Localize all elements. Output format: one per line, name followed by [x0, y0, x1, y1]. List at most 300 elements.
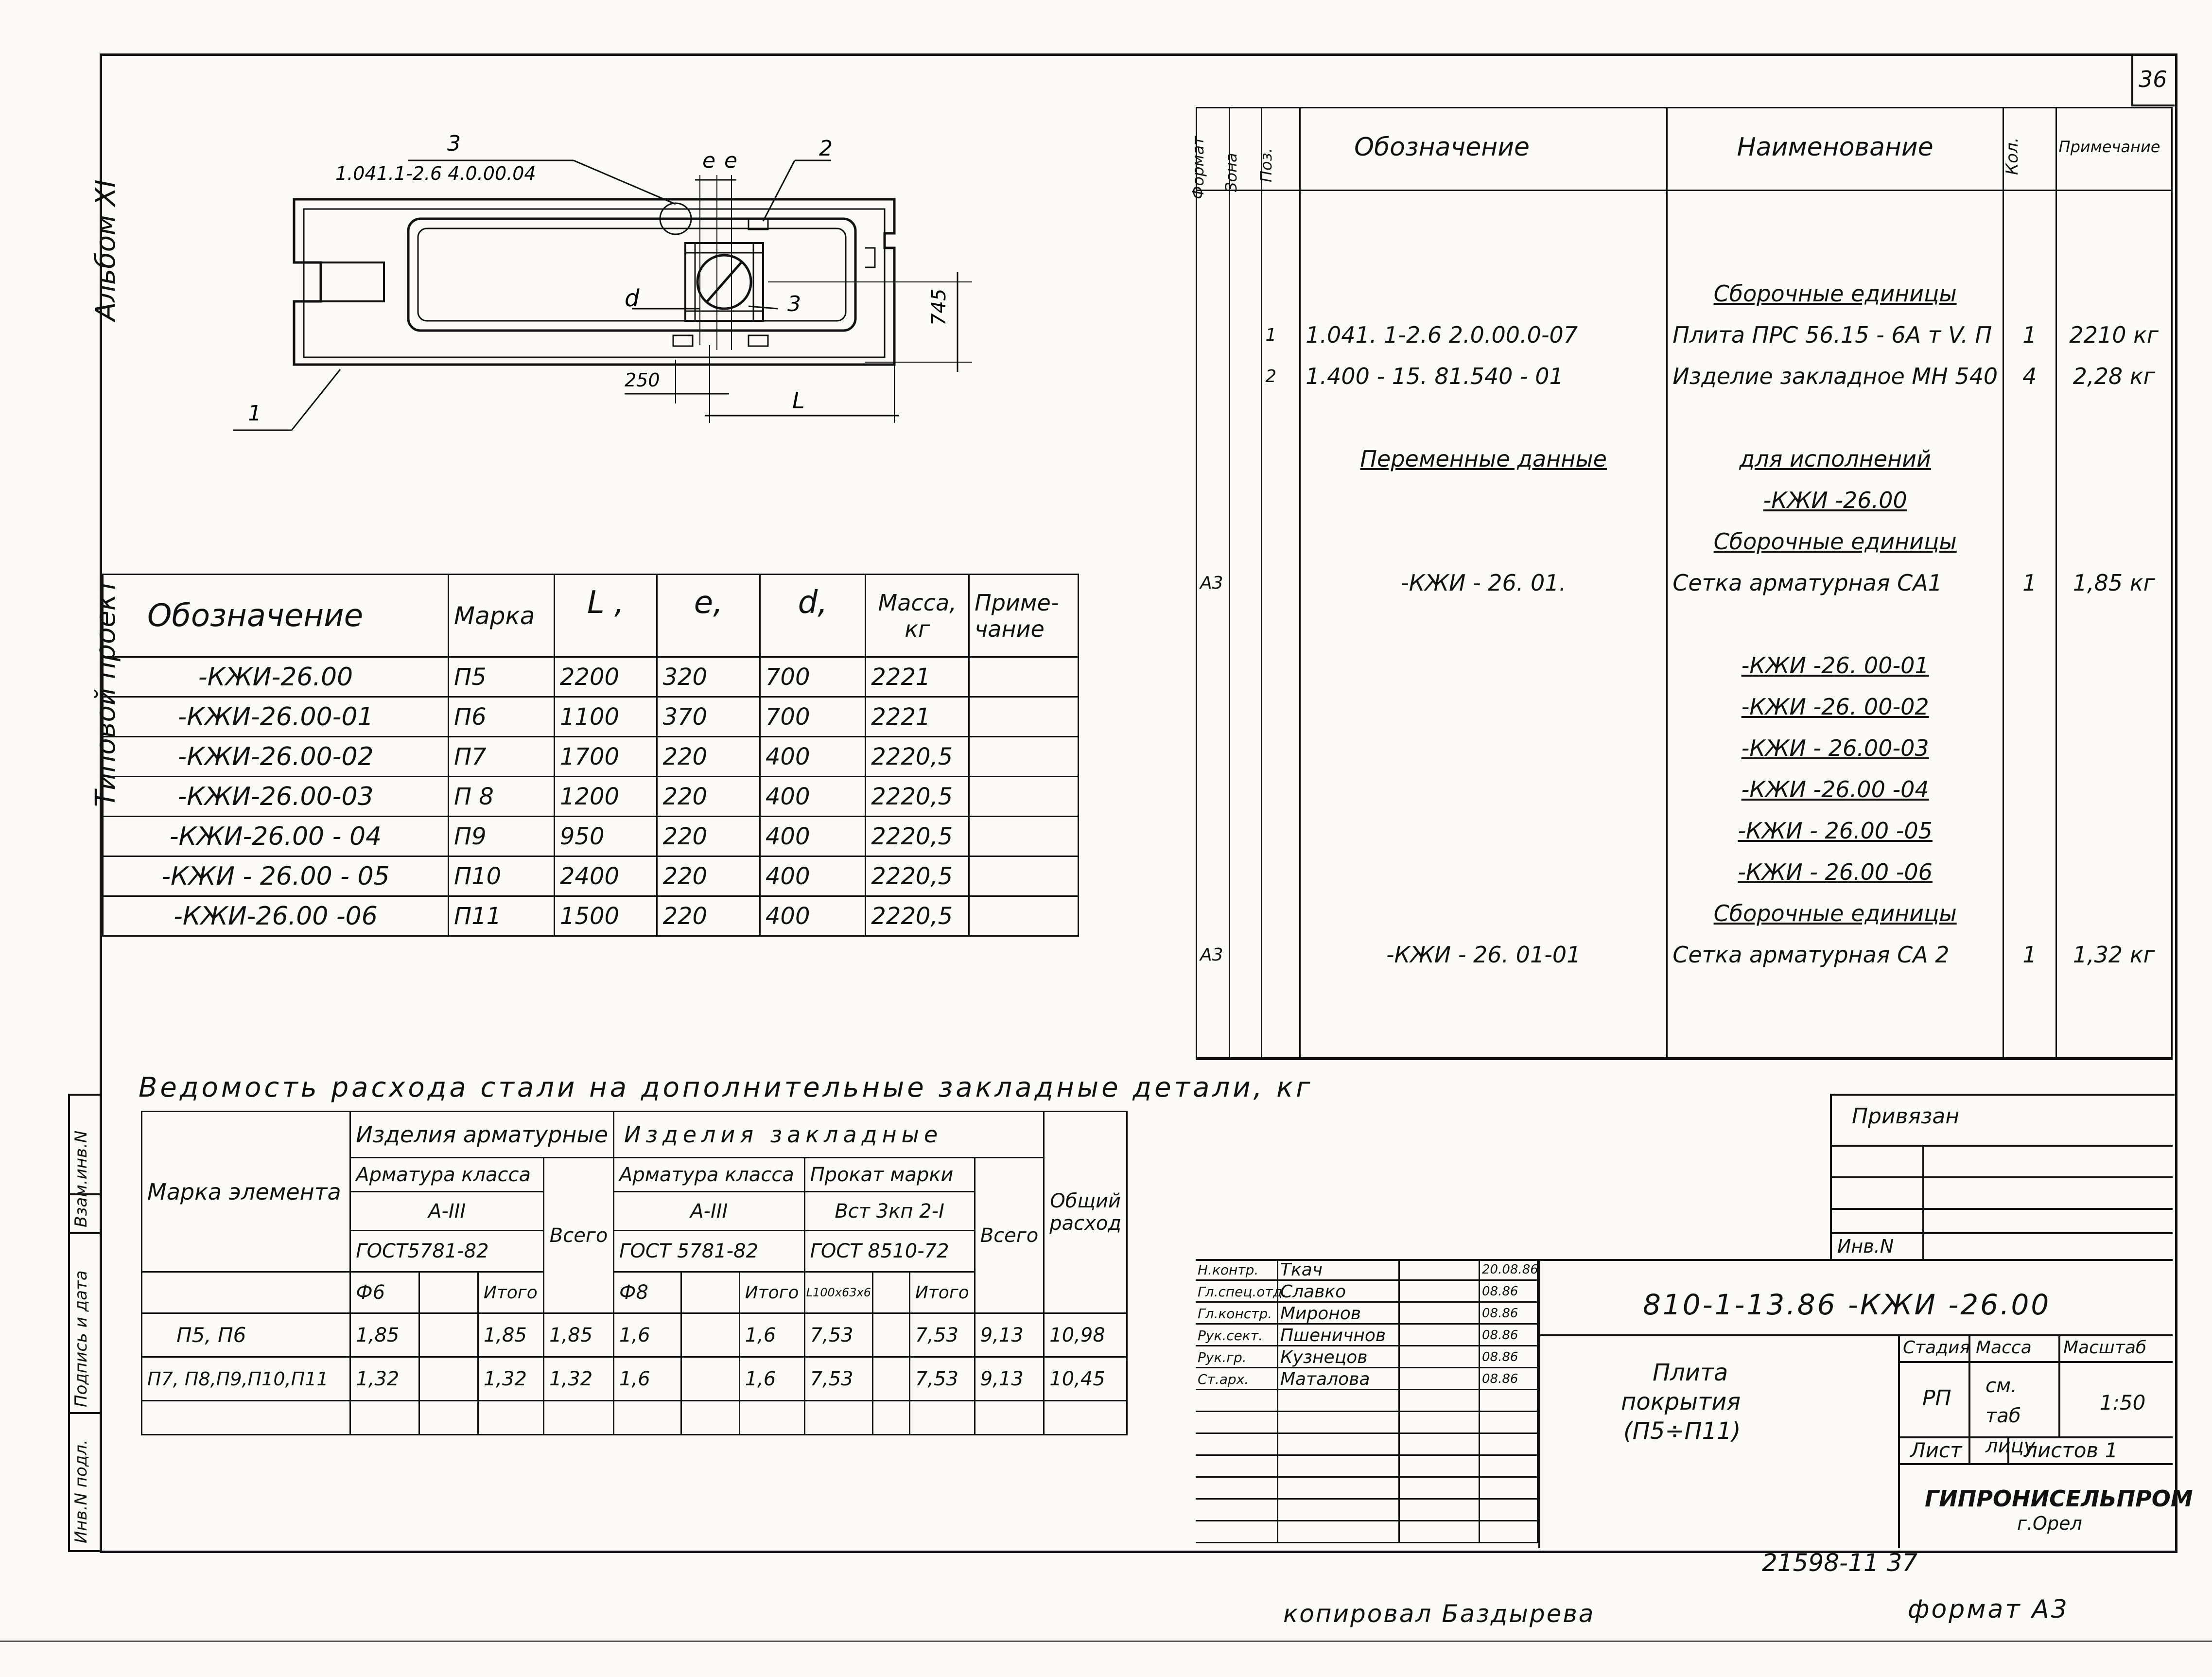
- spec-cell-zone: [1229, 480, 1262, 521]
- variants-cell: 220: [657, 737, 760, 777]
- signer-role: Н.контр.: [1196, 1259, 1278, 1279]
- signer-row: [1196, 1478, 1538, 1500]
- sheets-label: листов 1: [2024, 1438, 2118, 1462]
- variants-cell: 1500: [554, 896, 657, 936]
- title-line-3: (П5÷П11): [1623, 1417, 1741, 1445]
- spec-cell-qty: [2003, 976, 2056, 1017]
- spec-header-row: [1197, 108, 2172, 191]
- spec-cell-zone: [1229, 686, 1262, 728]
- spec-cell-fmt: [1197, 356, 1230, 397]
- callout-doc-number: 1.041.1-2.6 4.0.00.04: [335, 163, 536, 184]
- spec-cell-desig: [1300, 852, 1667, 893]
- variants-cell: [969, 657, 1079, 697]
- title-line-2: покрытия: [1621, 1388, 1741, 1415]
- spec-cell-name: -КЖИ -26.00 -04: [1667, 769, 2003, 810]
- spec-cell-note: [2056, 686, 2172, 728]
- variants-cell: 1100: [554, 697, 657, 737]
- project-label: Типовой проект: [90, 578, 122, 807]
- spec-cell-pos: [1262, 934, 1300, 976]
- spec-cell-name: -КЖИ - 26.00 -05: [1667, 810, 2003, 852]
- variants-cell: -КЖИ - 26.00 - 05: [103, 856, 449, 896]
- sph-zone: Зона: [1229, 108, 1262, 191]
- spec-cell-desig: [1300, 893, 1667, 934]
- spec-cell-pos: [1262, 232, 1300, 273]
- spec-row: [1197, 191, 2172, 232]
- variants-row: [103, 817, 1079, 856]
- spec-cell-pos: [1262, 645, 1300, 686]
- variants-cell: [969, 896, 1079, 936]
- signer-name: Миронов: [1278, 1303, 1400, 1323]
- signer-row: [1196, 1259, 1538, 1281]
- variants-cell: [969, 737, 1079, 777]
- spec-cell-name: [1667, 191, 2003, 232]
- variants-row: [103, 737, 1079, 777]
- spec-cell-qty: [2003, 686, 2056, 728]
- spec-cell-note: [2056, 728, 2172, 769]
- steel-cell: 7,53: [909, 1357, 975, 1401]
- steel-cell: 10,98: [1044, 1313, 1127, 1357]
- variants-cell: [969, 697, 1079, 737]
- signer-row: [1196, 1456, 1538, 1478]
- spec-cell-zone: [1229, 810, 1262, 852]
- signer-row: [1196, 1281, 1538, 1303]
- strip-inv-orig: Инв.N подл.: [71, 1439, 91, 1543]
- spec-cell-fmt: А3: [1197, 562, 1230, 604]
- stage-value: РП: [1922, 1386, 1951, 1411]
- signer-row: [1196, 1303, 1538, 1325]
- steel-cell: П7, П8,П9,П10,П11: [142, 1357, 350, 1401]
- variants-cell: [969, 856, 1079, 896]
- sph-pos: Поз.: [1262, 108, 1300, 191]
- variants-cell: 2200: [554, 657, 657, 697]
- spec-row: [1197, 397, 2172, 438]
- spec-cell-fmt: [1197, 397, 1230, 438]
- spec-cell-pos: [1262, 562, 1300, 604]
- signer-name: Кузнецов: [1278, 1346, 1400, 1367]
- variants-cell: 700: [760, 697, 865, 737]
- sh-blank-2: [681, 1272, 739, 1313]
- variants-cell: [969, 777, 1079, 817]
- spec-cell-desig: Переменные данные: [1300, 438, 1667, 480]
- variants-cell: -КЖИ-26.00 - 04: [103, 817, 449, 856]
- spec-cell-qty: [2003, 521, 2056, 562]
- signer-date: 08.86: [1480, 1368, 1538, 1389]
- sheet-label: Лист: [1910, 1438, 1962, 1462]
- spec-cell-fmt: [1197, 521, 1230, 562]
- spec-cell-name: -КЖИ -26.00: [1667, 480, 2003, 521]
- spec-row: [1197, 604, 2172, 645]
- variants-cell: 320: [657, 657, 760, 697]
- spec-row: [1197, 562, 2172, 604]
- variants-row: [103, 777, 1079, 817]
- spec-cell-fmt: [1197, 438, 1230, 480]
- steel-cell: 9,13: [975, 1313, 1044, 1357]
- sh-gost-1: ГОСТ5781-82: [350, 1231, 544, 1272]
- spec-cell-desig: [1300, 645, 1667, 686]
- spec-cell-pos: [1262, 191, 1300, 232]
- signer-name: Славко: [1278, 1281, 1400, 1301]
- spec-cell-desig: 1.400 - 15. 81.540 - 01: [1300, 356, 1667, 397]
- spec-cell-qty: [2003, 810, 2056, 852]
- sph-desig: Обозначение: [1300, 108, 1667, 191]
- spec-cell-qty: [2003, 232, 2056, 273]
- spec-cell-name: -КЖИ - 26.00 -06: [1667, 852, 2003, 893]
- variants-cell: 2220,5: [866, 737, 969, 777]
- spec-row: [1197, 769, 2172, 810]
- spec-cell-qty: [2003, 1017, 2056, 1058]
- signer-row: [1196, 1412, 1538, 1434]
- dim-e-1: e: [702, 148, 716, 173]
- sh-emb-items: Изделия закладные: [614, 1112, 1044, 1158]
- spec-cell-zone: [1229, 976, 1262, 1017]
- sh-f8: Ф8: [614, 1272, 681, 1313]
- spec-cell-note: [2056, 604, 2172, 645]
- spec-cell-fmt: [1197, 686, 1230, 728]
- variants-cell: П 8: [449, 777, 555, 817]
- variants-cell: -КЖИ-26.00 -06: [103, 896, 449, 936]
- sh-a3-2: А-III: [614, 1192, 805, 1231]
- signer-role: Ст.арх.: [1196, 1368, 1278, 1389]
- steel-table: [141, 1111, 1128, 1435]
- vh-e: e,: [657, 575, 760, 657]
- spec-cell-pos: [1262, 852, 1300, 893]
- steel-cell: 1,6: [614, 1313, 681, 1357]
- spec-cell-name: Изделие закладное МН 540: [1667, 356, 2003, 397]
- spec-cell-zone: [1229, 645, 1262, 686]
- spec-row: [1197, 273, 2172, 314]
- spec-cell-name: -КЖИ -26. 00-02: [1667, 686, 2003, 728]
- spec-cell-note: [2056, 273, 2172, 314]
- sh-rolled: Прокат марки: [804, 1158, 975, 1192]
- steel-cell: [681, 1313, 739, 1357]
- spec-cell-qty: [2003, 480, 2056, 521]
- spec-cell-desig: [1300, 273, 1667, 314]
- mass-value: см. таб лицу: [1986, 1375, 2036, 1457]
- signer-role: Гл.констр.: [1196, 1303, 1278, 1323]
- sh-itogo-1: Итого: [478, 1272, 543, 1313]
- spec-row: [1197, 232, 2172, 273]
- variants-cell: П5: [449, 657, 555, 697]
- spec-cell-qty: [2003, 893, 2056, 934]
- spec-cell-zone: [1229, 232, 1262, 273]
- spec-cell-pos: [1262, 893, 1300, 934]
- spec-cell-note: 1,85 кг: [2056, 562, 2172, 604]
- copied-by: копировал Баздырева: [1283, 1600, 1595, 1628]
- spec-cell-fmt: А3: [1197, 934, 1230, 976]
- signer-row: [1196, 1346, 1538, 1368]
- vh-mass: Масса, кг: [866, 575, 969, 657]
- spec-row: [1197, 728, 2172, 769]
- spec-cell-name: [1667, 976, 2003, 1017]
- spec-cell-name: Сборочные единицы: [1667, 893, 2003, 934]
- variants-cell: 400: [760, 856, 865, 896]
- variants-cell: 700: [760, 657, 865, 697]
- signer-role: Гл.спец.отд.: [1196, 1281, 1278, 1301]
- sh-total: Общий расход: [1044, 1112, 1127, 1313]
- variants-cell: 220: [657, 777, 760, 817]
- steel-cell: 7,53: [804, 1313, 872, 1357]
- variants-row: [103, 896, 1079, 936]
- spec-cell-fmt: [1197, 893, 1230, 934]
- signer-signature: [1400, 1259, 1480, 1279]
- steel-cell: П5, П6: [142, 1313, 350, 1357]
- spec-cell-note: [2056, 852, 2172, 893]
- spec-cell-pos: [1262, 604, 1300, 645]
- variants-cell: 2220,5: [866, 856, 969, 896]
- variants-row: [103, 657, 1079, 697]
- steel-cell: 7,53: [909, 1313, 975, 1357]
- sh-angle: L100х63х6: [804, 1272, 872, 1313]
- steel-cell: 1,85: [544, 1313, 614, 1357]
- spec-cell-name: [1667, 1017, 2003, 1058]
- spec-table: [1189, 107, 2173, 1060]
- strip-repl-inv: Взам.инв.N: [71, 1130, 91, 1227]
- sh-blank-3: [872, 1272, 909, 1313]
- spec-cell-pos: [1262, 1017, 1300, 1058]
- signer-row: [1196, 1325, 1538, 1346]
- spec-cell-desig: [1300, 728, 1667, 769]
- variants-cell: 2220,5: [866, 896, 969, 936]
- spec-cell-fmt: [1197, 769, 1230, 810]
- spec-cell-desig: [1300, 810, 1667, 852]
- mass-header: Масса: [1976, 1338, 2032, 1358]
- spec-cell-desig: [1300, 769, 1667, 810]
- page-number: 36: [2139, 66, 2167, 92]
- signer-row: [1196, 1390, 1538, 1412]
- vh-desig: Обозначение: [103, 575, 449, 657]
- variants-cell: -КЖИ-26.00-01: [103, 697, 449, 737]
- callout-1: 1: [248, 401, 261, 426]
- spec-cell-zone: [1229, 562, 1262, 604]
- steel-cell: [419, 1357, 478, 1401]
- spec-cell-qty: [2003, 604, 2056, 645]
- sh-a3-1: А-III: [350, 1192, 544, 1231]
- spec-cell-note: [2056, 438, 2172, 480]
- sheet-format: формат А3: [1908, 1595, 2069, 1624]
- scale-header: Масштаб: [2063, 1338, 2147, 1358]
- steel-cell: 1,32: [478, 1357, 543, 1401]
- signer-signature: [1400, 1325, 1480, 1345]
- sh-arm-class-2: Арматура класса: [614, 1158, 805, 1192]
- variants-cell: 1200: [554, 777, 657, 817]
- spec-cell-note: [2056, 1017, 2172, 1058]
- signer-name: Маталова: [1278, 1368, 1400, 1389]
- sh-arm-class-1: Арматура класса: [350, 1158, 544, 1192]
- spec-cell-note: [2056, 893, 2172, 934]
- spec-cell-pos: [1262, 438, 1300, 480]
- spec-row: [1197, 1017, 2172, 1058]
- variants-row: [103, 697, 1079, 737]
- signer-date: 20.08.86: [1480, 1259, 1538, 1279]
- variants-cell: 220: [657, 896, 760, 936]
- signer-role: Рук.гр.: [1196, 1346, 1278, 1367]
- variants-cell: П10: [449, 856, 555, 896]
- variants-cell: -КЖИ-26.00-02: [103, 737, 449, 777]
- spec-cell-note: [2056, 232, 2172, 273]
- variants-cell: 1700: [554, 737, 657, 777]
- spec-cell-desig: [1300, 976, 1667, 1017]
- spec-cell-note: [2056, 397, 2172, 438]
- variants-cell: 370: [657, 697, 760, 737]
- privyazan-inv: Инв.N: [1837, 1236, 1894, 1257]
- spec-cell-note: [2056, 810, 2172, 852]
- spec-cell-zone: [1229, 1017, 1262, 1058]
- spec-cell-desig: [1300, 1017, 1667, 1058]
- steel-table-title: Ведомость расхода стали на дополнительные закладные детали, кг: [139, 1072, 1313, 1103]
- scale-value: 1:50: [2100, 1391, 2146, 1415]
- spec-row: [1197, 852, 2172, 893]
- steel-cell: [419, 1313, 478, 1357]
- spec-cell-zone: [1229, 769, 1262, 810]
- signer-date: 08.86: [1480, 1281, 1538, 1301]
- dim-e-2: e: [724, 148, 738, 173]
- sh-mark: Марка элемента: [142, 1112, 350, 1272]
- spec-cell-qty: [2003, 191, 2056, 232]
- variants-cell: П6: [449, 697, 555, 737]
- callout-3-mid: 3: [787, 292, 801, 316]
- vh-d: d,: [760, 575, 865, 657]
- sh-arm-items: Изделия арматурные: [350, 1112, 614, 1158]
- dim-250: 250: [625, 369, 660, 391]
- spec-cell-name: для исполнений: [1667, 438, 2003, 480]
- spec-cell-pos: [1262, 810, 1300, 852]
- spec-cell-name: Сетка арматурная СА1: [1667, 562, 2003, 604]
- sh-itogo-2: Итого: [739, 1272, 804, 1313]
- variants-cell: 2220,5: [866, 777, 969, 817]
- callout-2: 2: [819, 136, 833, 161]
- signer-date: 08.86: [1480, 1325, 1538, 1345]
- spec-row: [1197, 976, 2172, 1017]
- sh-blank-1: [419, 1272, 478, 1313]
- steel-cell: 1,6: [739, 1313, 804, 1357]
- steel-cell: 1,32: [350, 1357, 419, 1401]
- spec-cell-note: [2056, 191, 2172, 232]
- spec-cell-qty: [2003, 273, 2056, 314]
- spec-cell-pos: [1262, 480, 1300, 521]
- spec-cell-zone: [1229, 273, 1262, 314]
- steel-cell: 1,6: [739, 1357, 804, 1401]
- sh-vsego-1: Всего: [544, 1158, 614, 1313]
- spec-cell-pos: 1: [1262, 314, 1300, 356]
- org-name: ГИПРОНИСЕЛЬПРОМ: [1925, 1485, 2193, 1512]
- variants-cell: 2220,5: [866, 817, 969, 856]
- signer-row: [1196, 1434, 1538, 1456]
- spec-cell-name: Сборочные единицы: [1667, 273, 2003, 314]
- spec-row: [1197, 521, 2172, 562]
- spec-row: [1197, 686, 2172, 728]
- spec-cell-zone: [1229, 438, 1262, 480]
- slab-plan-drawing: [194, 122, 972, 452]
- sph-note: Примечание: [2056, 108, 2172, 191]
- variants-cell: [969, 817, 1079, 856]
- sh-gost-2: ГОСТ 5781-82: [614, 1231, 805, 1272]
- strip-sign-date: Подпись и дата: [71, 1270, 91, 1407]
- album-label: Альбом XI: [90, 179, 122, 321]
- variants-cell: 400: [760, 777, 865, 817]
- signers-grid: [1196, 1259, 1538, 1548]
- spec-cell-name: [1667, 604, 2003, 645]
- spec-cell-zone: [1229, 314, 1262, 356]
- spec-cell-fmt: [1197, 645, 1230, 686]
- steel-cell: 9,13: [975, 1357, 1044, 1401]
- sh-steel: Вст 3кп 2-I: [804, 1192, 975, 1231]
- spec-cell-zone: [1229, 728, 1262, 769]
- spec-row: [1197, 893, 2172, 934]
- signer-signature: [1400, 1368, 1480, 1389]
- variants-cell: 400: [760, 737, 865, 777]
- steel-cell: 1,32: [544, 1357, 614, 1401]
- spec-row: [1197, 438, 2172, 480]
- spec-cell-fmt: [1197, 728, 1230, 769]
- spec-cell-pos: [1262, 521, 1300, 562]
- spec-cell-qty: [2003, 397, 2056, 438]
- spec-cell-zone: [1229, 521, 1262, 562]
- signer-row: [1196, 1368, 1538, 1390]
- spec-cell-pos: [1262, 976, 1300, 1017]
- variants-table: [102, 574, 1079, 937]
- steel-cell: 10,45: [1044, 1357, 1127, 1401]
- steel-cell: [872, 1357, 909, 1401]
- spec-cell-desig: [1300, 604, 1667, 645]
- spec-cell-fmt: [1197, 976, 1230, 1017]
- sh-itogo-3: Итого: [909, 1272, 975, 1313]
- spec-cell-zone: [1229, 604, 1262, 645]
- steel-cell: 7,53: [804, 1357, 872, 1401]
- spec-cell-fmt: [1197, 852, 1230, 893]
- spec-cell-note: [2056, 480, 2172, 521]
- spec-row: [1197, 480, 2172, 521]
- spec-cell-desig: [1300, 397, 1667, 438]
- spec-cell-fmt: [1197, 480, 1230, 521]
- signer-role: Рук.сект.: [1196, 1325, 1278, 1345]
- spec-cell-name: Плита ПРС 56.15 - 6А т V. П: [1667, 314, 2003, 356]
- spec-row: [1197, 314, 2172, 356]
- drawing-number: 21598-11 37: [1762, 1549, 1918, 1577]
- spec-row: [1197, 645, 2172, 686]
- dim-L: L: [792, 387, 805, 414]
- spec-cell-note: 2,28 кг: [2056, 356, 2172, 397]
- variants-cell: П11: [449, 896, 555, 936]
- signer-signature: [1400, 1346, 1480, 1367]
- steel-row: [142, 1357, 1127, 1401]
- spec-cell-pos: [1262, 769, 1300, 810]
- sh-vsego-2: Всего: [975, 1158, 1044, 1313]
- dim-745: 745: [928, 288, 950, 326]
- vh-mark: Марка: [449, 575, 555, 657]
- privyazan-label: Привязан: [1852, 1104, 1960, 1129]
- spec-cell-zone: [1229, 852, 1262, 893]
- spec-cell-zone: [1229, 934, 1262, 976]
- spec-cell-name: Сетка арматурная СА 2: [1667, 934, 2003, 976]
- spec-cell-qty: [2003, 852, 2056, 893]
- org-city: г.Орел: [2017, 1513, 2082, 1534]
- spec-cell-note: [2056, 645, 2172, 686]
- steel-cell: 1,85: [350, 1313, 419, 1357]
- sph-format: Формат: [1197, 108, 1230, 191]
- signer-date: 08.86: [1480, 1303, 1538, 1323]
- spec-row: [1197, 810, 2172, 852]
- variants-cell: 2221: [866, 697, 969, 737]
- stage-header: Стадия: [1903, 1338, 1970, 1358]
- spec-cell-zone: [1229, 893, 1262, 934]
- signer-row: [1196, 1500, 1538, 1521]
- spec-cell-name: -КЖИ -26. 00-01: [1667, 645, 2003, 686]
- spec-cell-qty: [2003, 728, 2056, 769]
- callout-d: d: [625, 285, 640, 312]
- spec-cell-qty: [2003, 438, 2056, 480]
- sph-name: Наименование: [1667, 108, 2003, 191]
- spec-cell-name: [1667, 397, 2003, 438]
